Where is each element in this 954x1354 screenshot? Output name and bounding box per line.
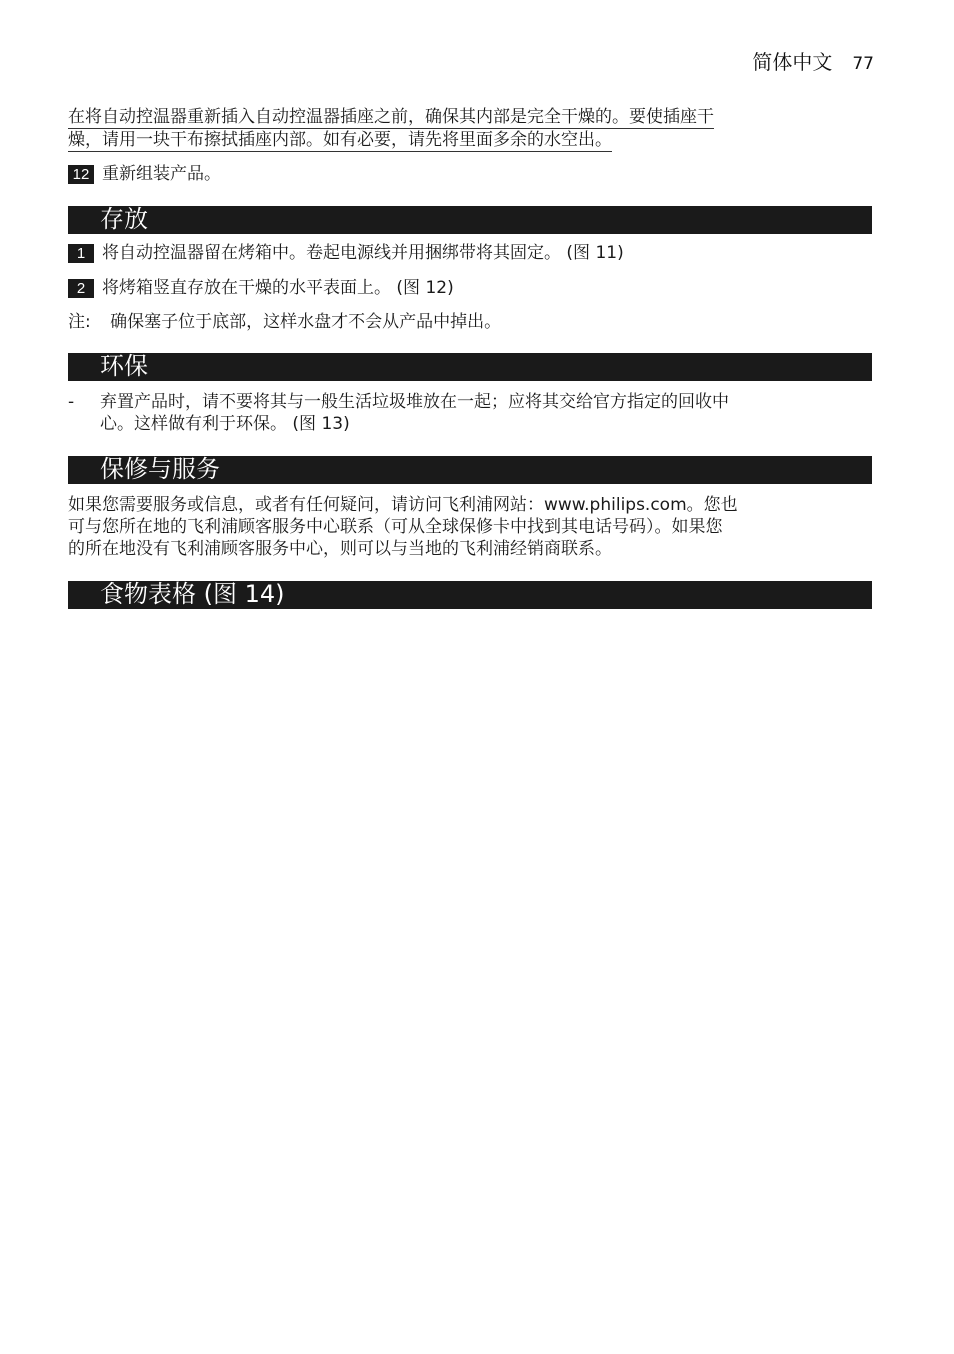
section-heading-food-table: 食物表格 (图 14) — [68, 581, 872, 609]
service-line-3: 的所在地没有飞利浦顾客服务中心，则可以与当地的飞利浦经销商联系。 — [68, 539, 612, 559]
warning-line-1: 在将自动控温器重新插入自动控温器插座之前，确保其内部是完全干燥的。要使插座干 — [68, 107, 714, 127]
storage-step-1 — [68, 241, 624, 265]
step-number-badge: 2 — [68, 279, 94, 298]
storage-step-2 — [68, 276, 454, 300]
page-number: 77 — [852, 54, 874, 74]
note-text: 确保塞子位于底部，这样水盘才不会从产品中掉出。 — [110, 312, 502, 332]
warning-line-2: 燥，请用一块干布擦拭插座内部。如有必要，请先将里面多余的水空出。 — [68, 130, 612, 150]
bullet-line-2: 心。这样做有利于环保。 (图 13) — [100, 414, 350, 434]
step-number-badge: 12 — [68, 165, 94, 184]
language-label: 简体中文 — [752, 50, 833, 74]
step-text: 将烤箱竖直存放在干燥的水平表面上。 (图 12) — [102, 278, 454, 298]
service-line-1: 如果您需要服务或信息，或者有任何疑问，请访问飞利浦网站：www.philips.com。您也 — [68, 495, 738, 515]
service-paragraph — [68, 494, 868, 560]
step-text: 重新组装产品。 — [102, 164, 221, 184]
step-12 — [68, 162, 221, 186]
section-heading-environment: 环保 — [68, 353, 872, 381]
environment-bullet — [68, 391, 868, 435]
warning-paragraph — [68, 106, 868, 152]
service-line-2: 可与您所在地的飞利浦顾客服务中心联系（可从全球保修卡中找到其电话号码）。如果您 — [68, 517, 723, 537]
bullet-text — [100, 391, 729, 435]
section-heading-storage: 存放 — [68, 206, 872, 234]
bullet-dash: - — [68, 392, 75, 412]
bullet-line-1: 弃置产品时，请不要将其与一般生活垃圾堆放在一起；应将其交给官方指定的回收中 — [100, 392, 729, 412]
page-header — [752, 46, 874, 75]
step-text: 将自动控温器留在烤箱中。卷起电源线并用捆绑带将其固定。 (图 11) — [102, 243, 624, 263]
note-label: 注: — [68, 312, 91, 332]
section-heading-service: 保修与服务 — [68, 456, 872, 484]
step-number-badge: 1 — [68, 244, 94, 263]
storage-note — [68, 310, 501, 334]
